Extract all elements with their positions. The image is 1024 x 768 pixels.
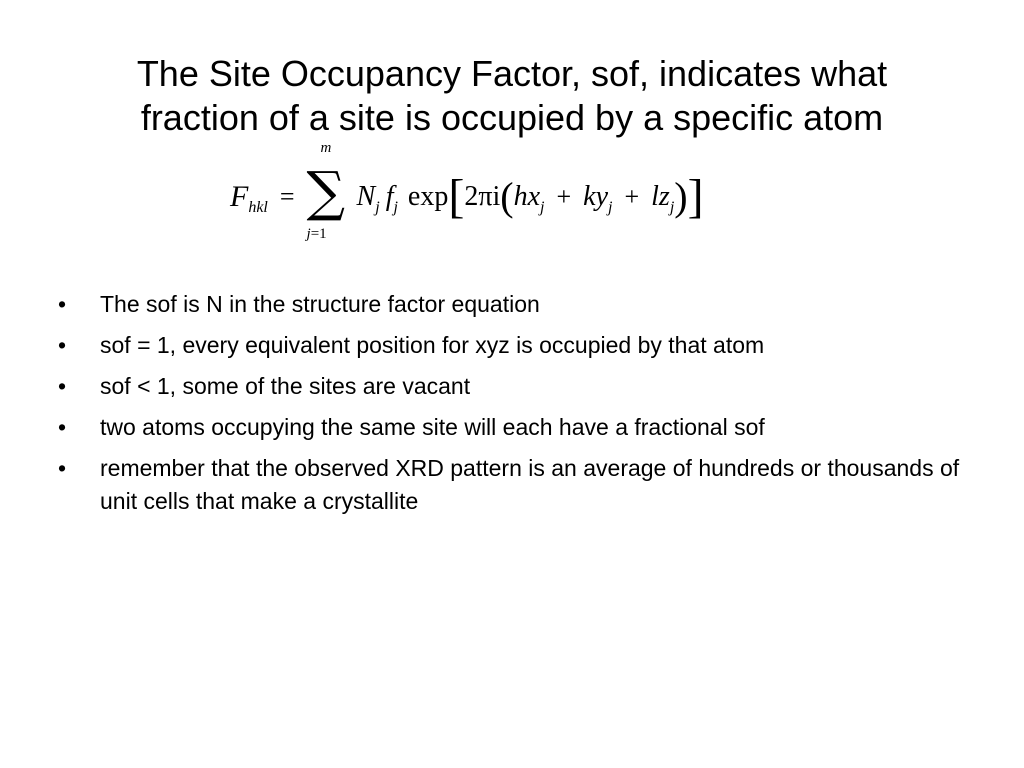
slide-title [60, 52, 964, 140]
bullet-marker: • [58, 455, 67, 481]
eq-lhs-F: F [230, 180, 249, 213]
eq-ky: ky [583, 181, 609, 212]
sum-lower-index: j [306, 226, 311, 242]
eq-N: N [356, 181, 376, 212]
bullet-marker: • [58, 291, 67, 317]
eq-plus-1: + [556, 182, 572, 211]
eq-hx-subscript: j [540, 199, 545, 216]
eq-exp: exp [407, 181, 449, 212]
bullet-list [58, 288, 978, 526]
bullet-item [58, 411, 978, 444]
bullet-text: sof = 1, every equivalent position for xyz is occupied by that atom [100, 332, 765, 358]
eq-close-bracket: ] [687, 170, 704, 223]
eq-lz: lz [651, 181, 670, 212]
eq-open-bracket: [ [448, 170, 465, 223]
eq-f: f [385, 181, 394, 212]
eq-plus-2: + [624, 182, 640, 211]
bullet-item [58, 329, 978, 362]
structure-factor-equation [230, 140, 770, 250]
bullet-text: remember that the observed XRD pattern is an average of hundreds or thousands of unit cells that make a crystallite [100, 455, 960, 514]
summation [306, 140, 353, 242]
bullet-item [58, 370, 978, 403]
bullet-marker: • [58, 332, 67, 358]
bullet-text: sof < 1, some of the sites are vacant [100, 373, 471, 399]
sum-upper-limit: m [320, 140, 332, 156]
eq-equals: = [279, 182, 295, 211]
eq-hx: hx [513, 181, 541, 212]
sum-lower-limit: j=1 [306, 226, 327, 242]
eq-ky-subscript: j [608, 199, 613, 216]
bullet-text: two atoms occupying the same site will each have a fractional sof [100, 414, 765, 440]
title-line-2: fraction of a site is occupied by a specific atom [140, 97, 884, 138]
eq-f-subscript: j [393, 199, 398, 216]
sigma-symbol: ∑ [306, 160, 346, 223]
title-line-1: The Site Occupancy Factor, sof, indicates what [136, 53, 888, 94]
bullet-item [58, 288, 978, 321]
eq-close-paren: ) [674, 174, 688, 219]
bullet-text: The sof is N in the structure factor equation [100, 291, 540, 317]
eq-lz-subscript: j [669, 199, 675, 216]
eq-N-subscript: j [375, 199, 380, 216]
bullet-item [58, 452, 978, 518]
bullet-marker: • [58, 414, 67, 440]
equation-row [230, 140, 704, 242]
eq-open-paren: ( [500, 174, 514, 219]
eq-two-pi-i: 2πi [464, 181, 501, 212]
eq-lhs-subscript: hkl [248, 199, 268, 216]
bullet-marker: • [58, 373, 67, 399]
